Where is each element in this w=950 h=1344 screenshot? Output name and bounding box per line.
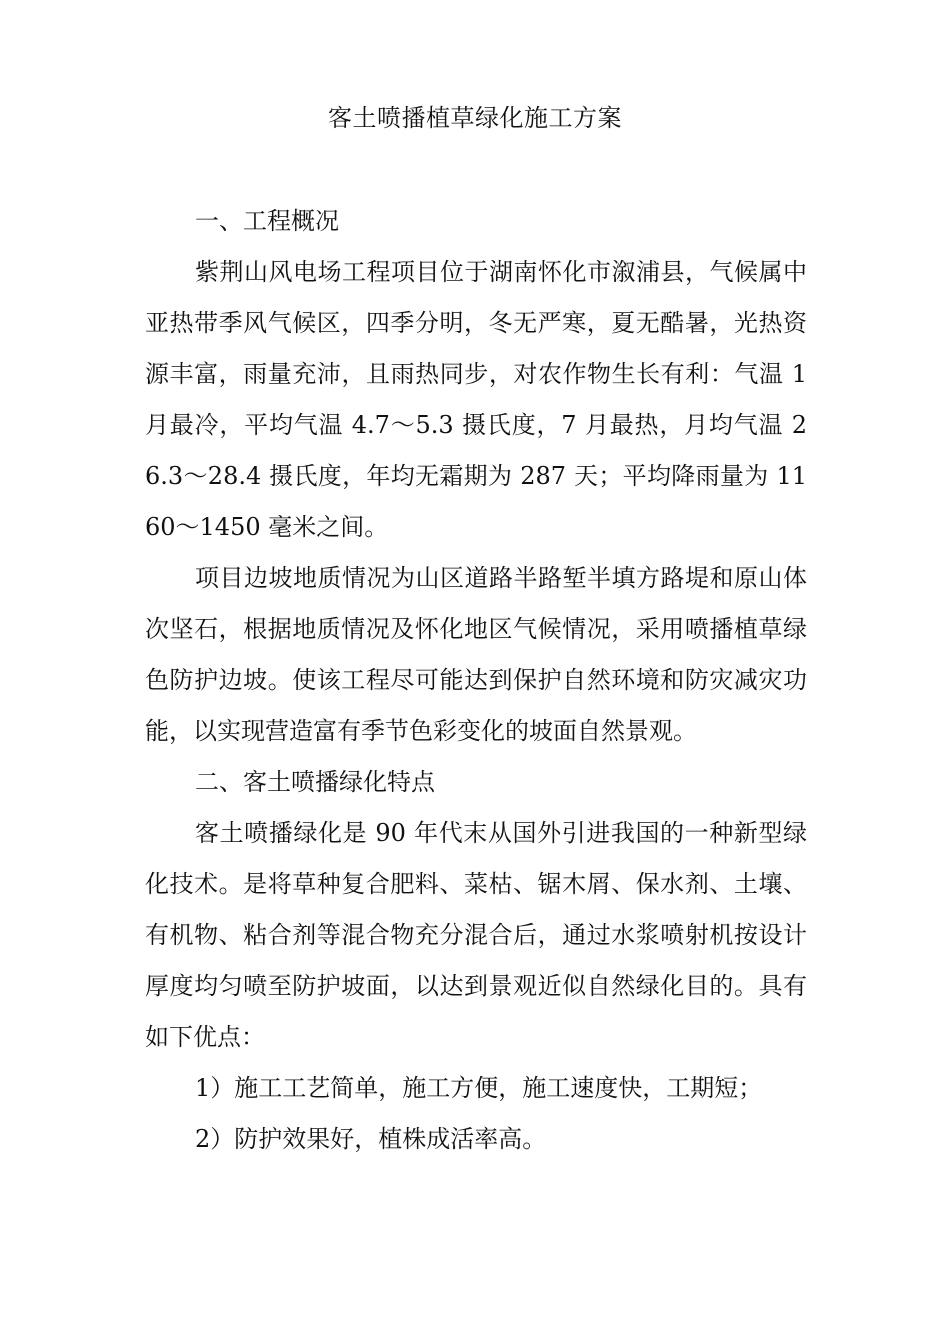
section-heading-features: 二、客土喷播绿化特点 <box>195 768 435 796</box>
paragraph-technique: 客土喷播绿化是 90 年代末从国外引进我国的一种新型绿化技术。是将草种复合肥料、菜枯、锯木屑、保水剂、土壤、有机物、粘合剂等混合物充分混合后，通过水浆喷射机按设计厚度均匀喷至防护坡面，以达到景观近似自然绿化目的。具有如下优点： <box>145 819 807 1051</box>
document-title: 客土喷播植草绿化施工方案 <box>328 104 622 132</box>
document-body <box>145 196 807 1165</box>
section-heading-overview: 一、工程概况 <box>195 207 339 235</box>
paragraph-geology: 项目边坡地质情况为山区道路半路堑半填方路堤和原山体次坚石，根据地质情况及怀化地区气候情况，采用喷播植草绿色防护边坡。使该工程尽可能达到保护自然环境和防灾减灾功能，以实现营造富有季节色彩变化的坡面自然景观。 <box>145 564 807 745</box>
list-item-advantage-1: 1）施工工艺简单，施工方便，施工速度快，工期短； <box>195 1074 763 1102</box>
list-item-advantage-2: 2）防护效果好，植株成活率高。 <box>195 1125 547 1153</box>
paragraph-climate: 紫荆山风电场工程项目位于湖南怀化市溆浦县，气候属中亚热带季风气候区，四季分明，冬无严寒，夏无酷暑，光热资源丰富，雨量充沛，且雨热同步，对农作物生长有利：气温 1 月最冷，平均气温 4.7～5.3 摄氏度，7 月最热，月均气温 26.3～28.4 摄氏度，年均无霜期为 287 天；平均降雨量为 1160～1450 毫米之间。 <box>145 258 807 541</box>
